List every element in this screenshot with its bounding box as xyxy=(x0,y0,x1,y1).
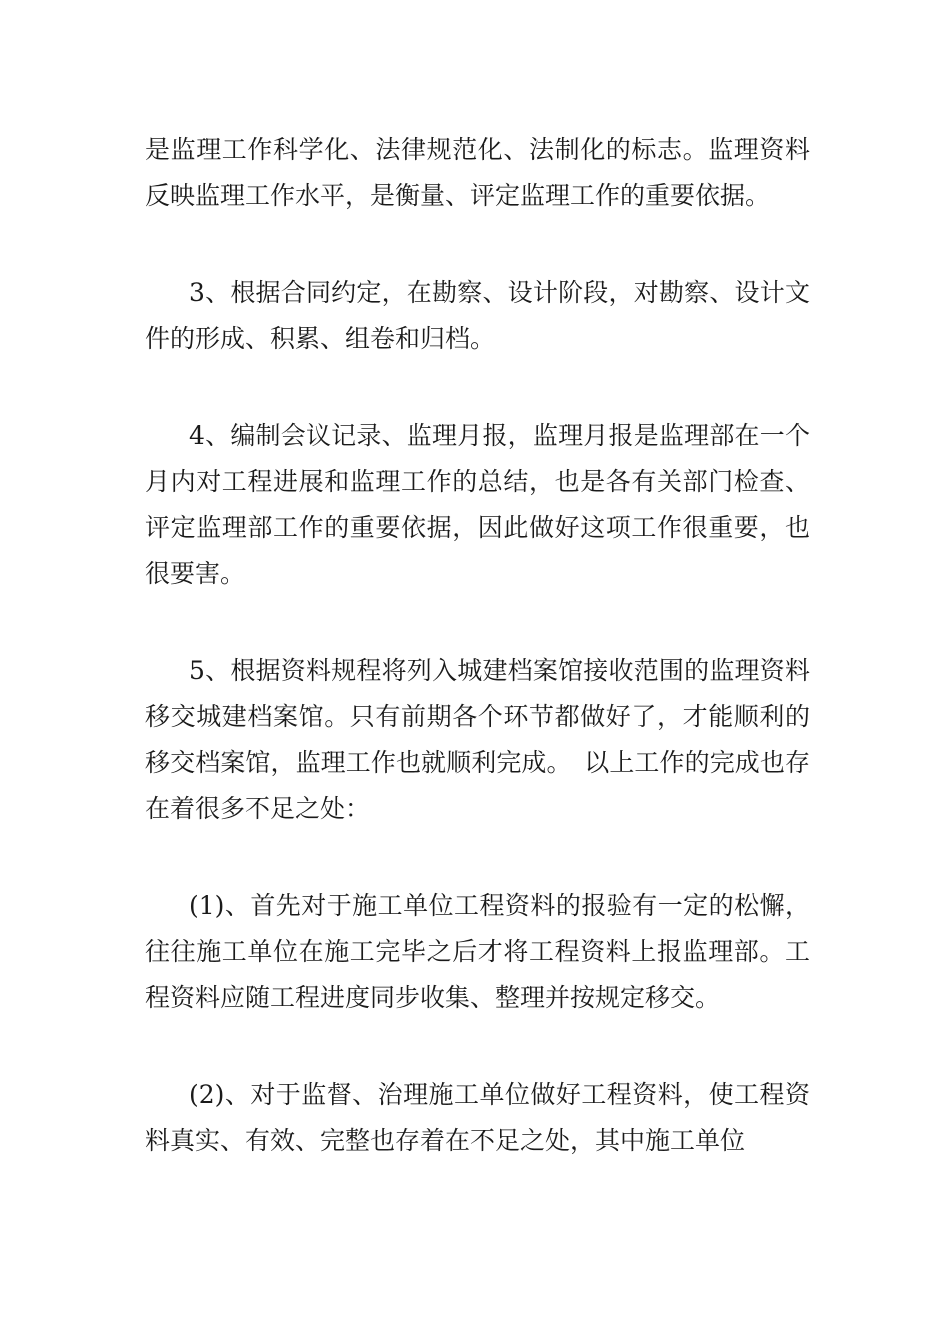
document-body xyxy=(145,127,810,1164)
paragraph-item-4: 4、编制会议记录、监理月报，监理月报是监理部在一个月内对工程进展和监理工作的总结，也是各有关部门检查、评定监理部工作的重要依据，因此做好这项工作很重要，也很要害。 xyxy=(145,421,810,588)
paragraph-item-5: 5、根据资料规程将列入城建档案馆接收范围的监理资料移交城建档案馆。只有前期各个环节都做好了，才能顺利的移交档案馆，监理工作也就顺利完成。 以上工作的完成也存在着很多不足之处： xyxy=(145,656,810,823)
paragraph-shortcoming-1: (1)、首先对于施工单位工程资料的报验有一定的松懈，往往施工单位在施工完毕之后才将工程资料上报监理部。工程资料应随工程进度同步收集、整理并按规定移交。 xyxy=(145,891,810,1012)
paragraph-item-3: 3、根据合同约定，在勘察、设计阶段，对勘察、设计文件的形成、积累、组卷和归档。 xyxy=(145,278,810,353)
paragraph-shortcoming-2: (2)、对于监督、治理施工单位做好工程资料，使工程资料真实、有效、完整也存着在不足之处，其中施工单位 xyxy=(145,1080,810,1155)
paragraph-continuation: 是监理工作科学化、法律规范化、法制化的标志。监理资料反映监理工作水平，是衡量、评定监理工作的重要依据。 xyxy=(145,135,810,210)
